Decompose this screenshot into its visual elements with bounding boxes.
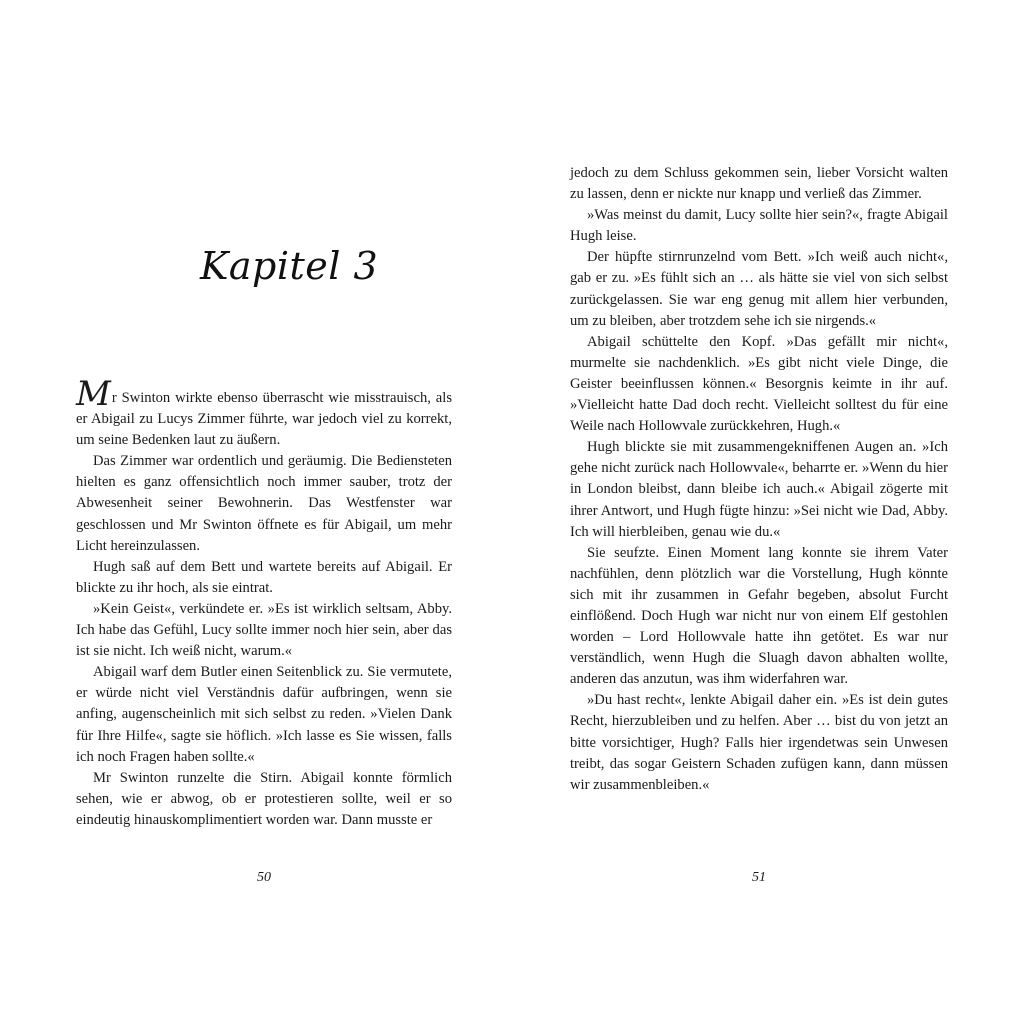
paragraph — [76, 374, 452, 451]
right-page — [512, 0, 1024, 1024]
paragraph: Sie seufzte. Einen Moment lang konnte sie ihrem Vater nachfühlen, denn plötzlich war die Vorstellung, Hugh könnte sich mit ihr zusammen in Gefahr begeben, absolut Furcht einflößend. Doch Hugh war nicht nur von einem Elf gestohlen worden – Lord Hollowvale hatte ihn getötet. Es war nur verständlich, wenn Hugh die Sluagh davon abhalten wollte, anderen das anzutun, was ihm widerfahren war. — [570, 544, 948, 688]
paragraph-text: r Swinton wirkte ebenso überrascht wie misstrauisch, als er Abigail zu Lucys Zimmer führte, war jedoch viel zu korrekt, um seine Bedenken laut zu äußern. — [76, 390, 452, 449]
page-number: 50 — [257, 870, 271, 885]
left-page-text — [76, 374, 452, 831]
drop-cap: M — [76, 374, 111, 414]
paragraph: »Kein Geist«, verkündete er. »Es ist wirklich seltsam, Abby. Ich habe das Gefühl, Lucy sollte immer noch hier sein, aber das ist sie nicht. Ich weiß nicht, warum.« — [76, 600, 452, 660]
paragraph: »Was meinst du damit, Lucy sollte hier sein?«, fragte Abigail Hugh leise. — [570, 207, 948, 245]
chapter-title: Kapitel 3 — [200, 244, 379, 288]
right-page-text — [570, 163, 948, 796]
paragraph: Mr Swinton runzelte die Stirn. Abigail konnte förmlich sehen, wie er abwog, ob er protestieren sollte, weil er so eindeutig hinauskomplimentiert worden war. Dann musste er — [76, 769, 452, 828]
paragraph: Hugh saß auf dem Bett und wartete bereits auf Abigail. Er blickte zu ihr hoch, als sie eintrat. — [76, 558, 452, 596]
paragraph: Der hüpfte stirnrunzelnd vom Bett. »Ich weiß auch nicht«, gab er zu. »Es fühlt sich an … als hätte sie viel von sich selbst zurückgelassen. Sie war eng genug mit allem hier verbunden, um zu bleiben, aber trotzdem sehe ich sie nirgends.« — [570, 249, 948, 329]
page-number: 51 — [752, 870, 766, 885]
paragraph: Das Zimmer war ordentlich und geräumig. Die Bediensteten hielten es ganz offensichtlich noch immer sauber, trotz der Abwesenheit seiner Bewohnerin. Das Westfenster war geschlossen und Mr Swinton öffnete es für Abigail, um mehr Licht hereinzulassen. — [76, 453, 452, 554]
paragraph: »Du hast recht«, lenkte Abigail daher ein. »Es ist dein gutes Recht, hierzubleiben und zu helfen. Aber … bist du von jetzt an bitte vorsichtiger, Hugh? Falls hier irgendetwas sein Unwesen treibt, das sogar Geistern Schaden zufügen kann, dann müssen wir zusammenbleiben.« — [570, 692, 948, 793]
paragraph: Abigail schüttelte den Kopf. »Das gefällt mir nicht«, murmelte sie nachdenklich. »Es gibt nicht viele Dinge, die Geister beeinflussen können.« Besorgnis keimte in ihr auf. »Vielleicht hatte Dad doch recht. Vielleicht solltest du für eine Weile nach Hollowvale zurückkehren, Hugh.« — [570, 333, 948, 435]
paragraph: jedoch zu dem Schluss gekommen sein, lieber Vorsicht walten zu lassen, denn er nickte nur knapp und verließ das Zimmer. — [570, 165, 948, 203]
paragraph: Abigail warf dem Butler einen Seitenblick zu. Sie vermutete, er würde nicht viel Verständnis dafür aufbringen, wenn sie anfing, augenscheinlich mit sich selbst zu reden. »Vielen Dank für Ihre Hilfe«, sagte sie höflich. »Ich lasse es Sie wissen, falls ich noch Fragen haben sollte.« — [76, 664, 452, 765]
paragraph: Hugh blickte sie mit zusammengekniffenen Augen an. »Ich gehe nicht zurück nach Hollowvale«, beharrte er. »Wenn du hier in London bleibst, dann bleibe ich auch.« Abigail zögerte mit ihrer Antwort, und Hugh fügte hinzu: »Sei nicht wie Dad, Abby. Ich will hierbleiben, genau wie du.« — [570, 439, 948, 540]
